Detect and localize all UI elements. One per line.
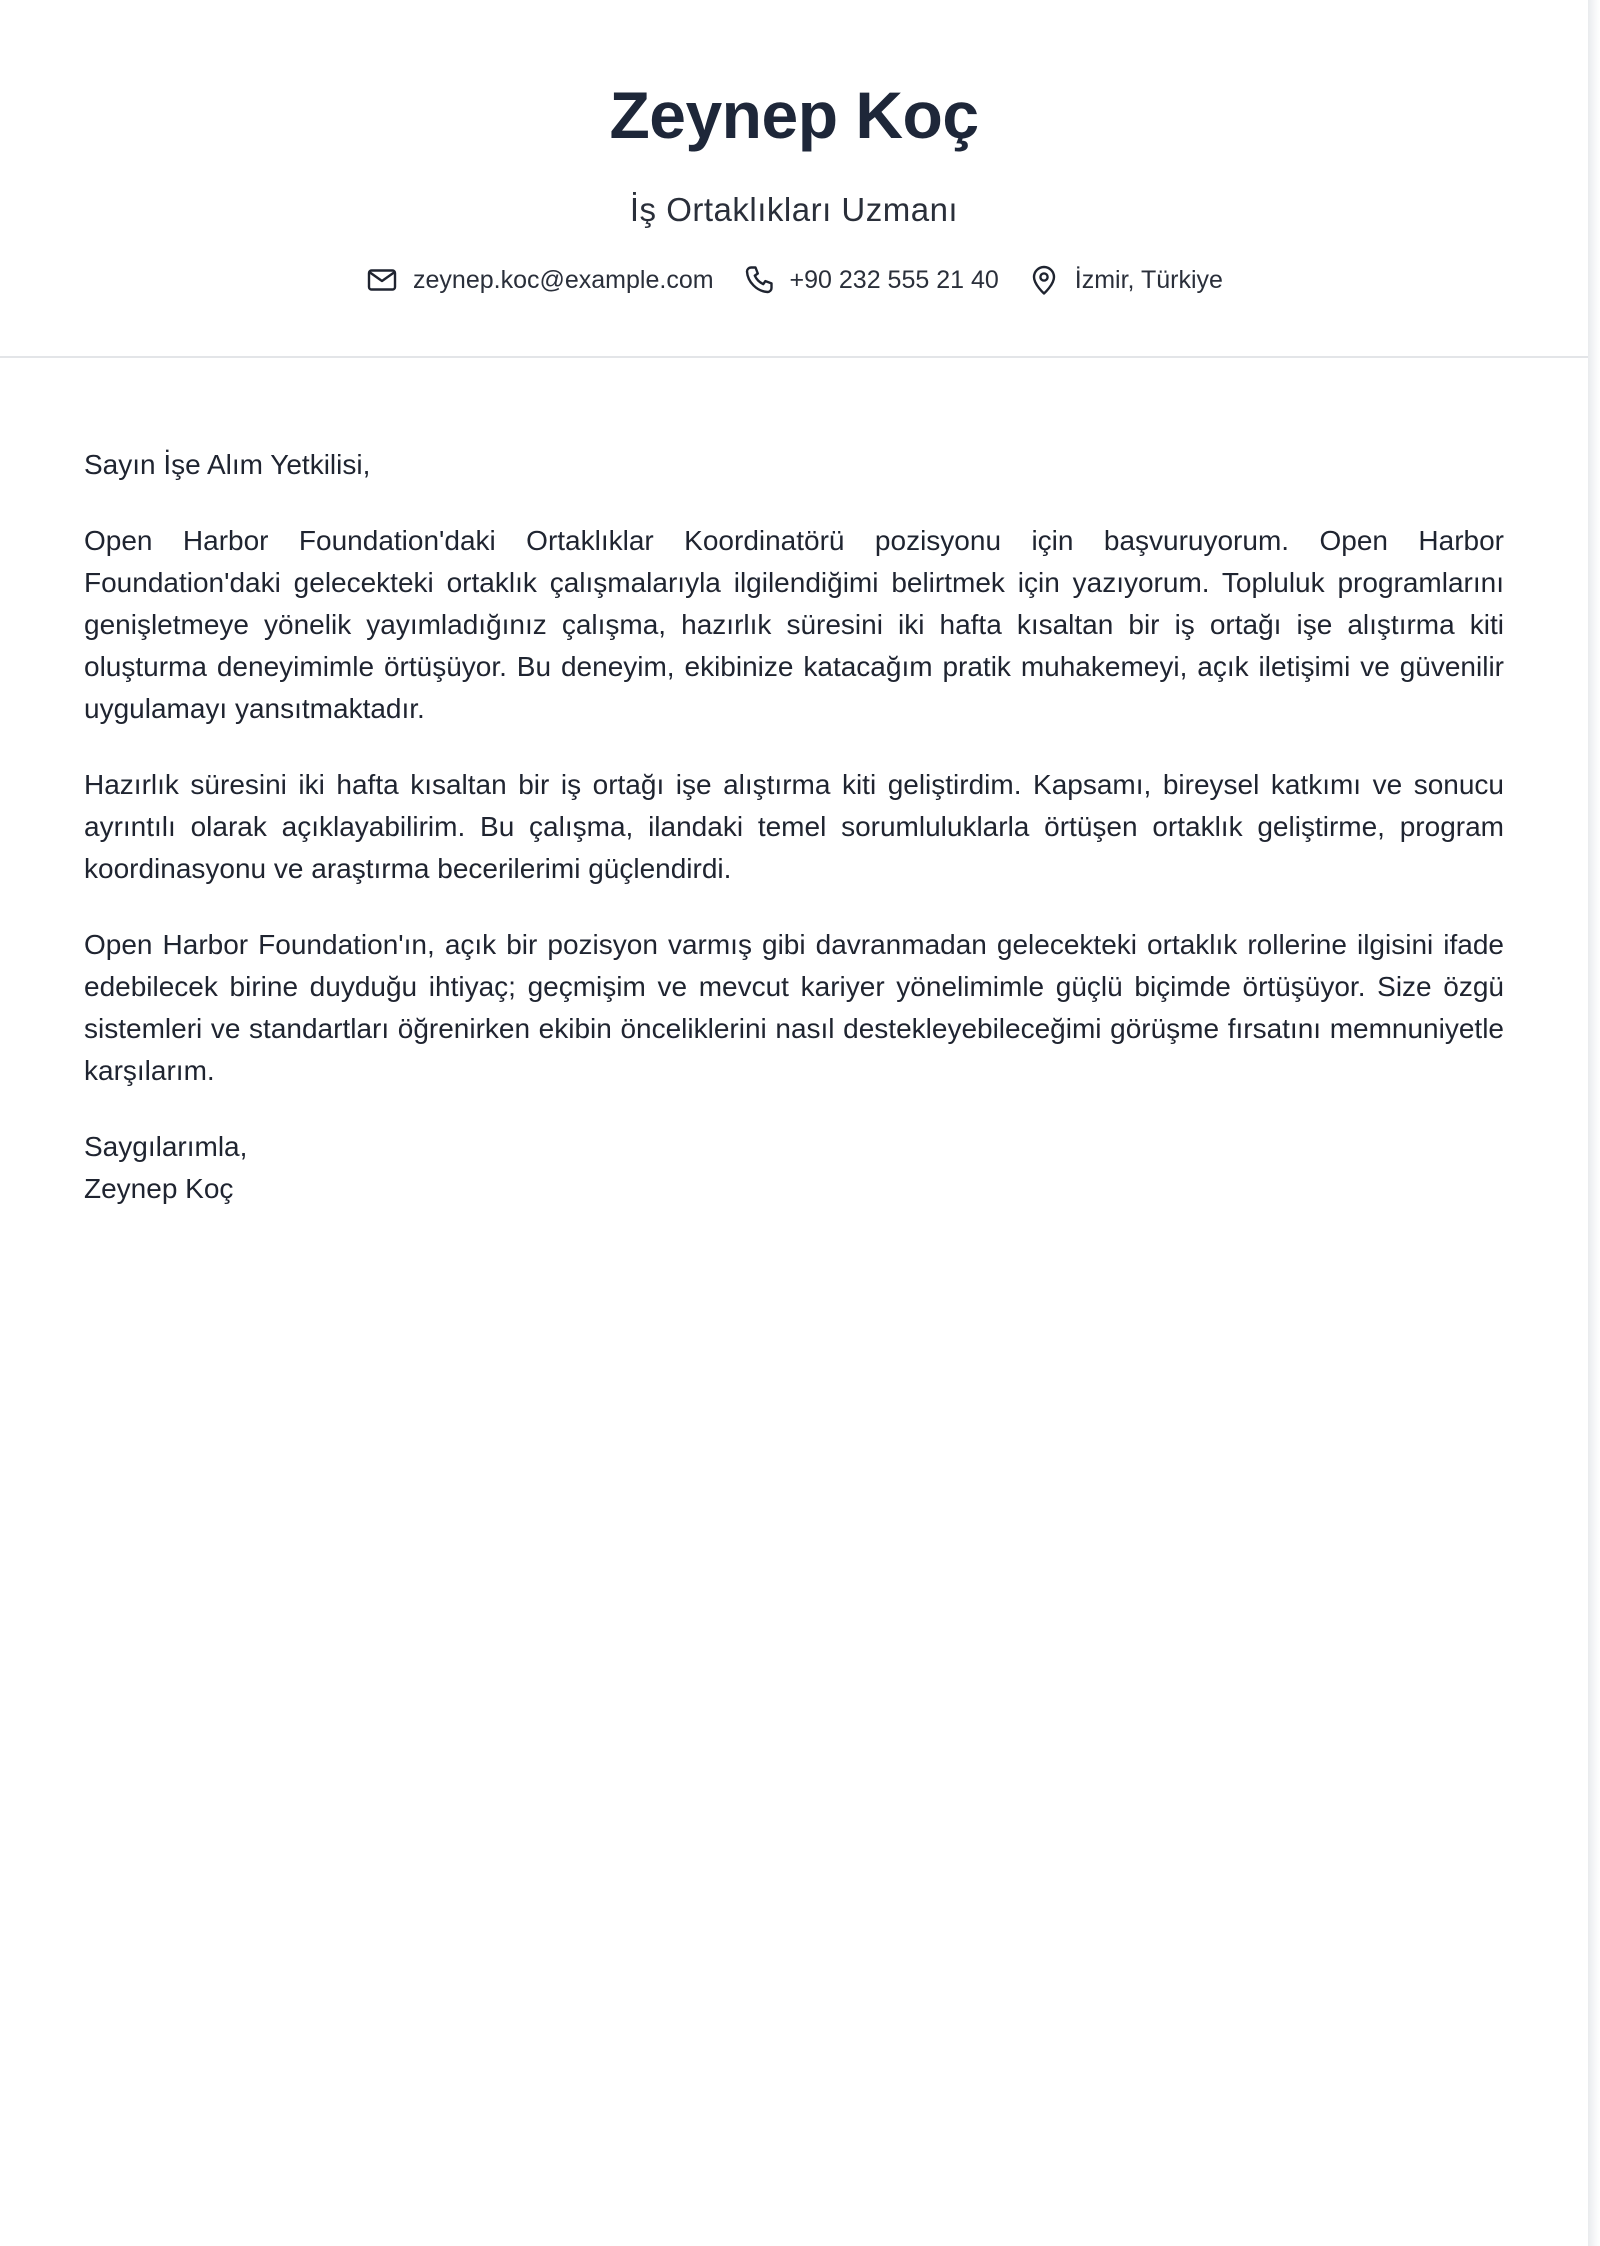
phone-text: +90 232 555 21 40	[789, 266, 999, 294]
contact-email	[365, 262, 714, 298]
contact-location	[1027, 262, 1223, 298]
applicant-name: Zeynep Koç	[609, 78, 979, 152]
closing: Saygılarımla,	[84, 1131, 248, 1162]
letter-header	[0, 0, 1588, 358]
paragraph-3: Open Harbor Foundation'ın, açık bir pozisyon varmış gibi davranmadan gelecekteki ortaklık rollerine ilgisini ifade edebilecek birine duyduğu ihtiyaç; geçmişim ve mevcut kariyer yönelimimle güçlü biçimde örtüşüyor. Size özgü sistemleri ve standartları öğrenirken ekibin önceliklerini nasıl destekleyebileceğimi görüşme fırsatını memnuniyetle karşılarım.	[84, 929, 1504, 1086]
phone-icon	[742, 263, 776, 297]
contact-info	[0, 262, 1588, 298]
contact-phone	[742, 262, 999, 298]
applicant-role: İş Ortaklıkları Uzmanı	[629, 191, 959, 228]
paragraph-1: Open Harbor Foundation'daki Ortaklıklar Koordinatörü pozisyonu için başvuruyorum. Open Harbor Foundation'daki gelecekteki ortaklık çalışmalarıyla ilgilendiğimi belirtmek için yazıyorum. Topluluk programlarını genişletmeye yönelik yayımladığınız çalışma, hazırlık süresini iki hafta kısaltan bir iş ortağı işe alıştırma kiti oluşturma deneyimimle örtüşüyor. Bu deneyim, ekibinize katacağım pratik muhakemeyi, açık iletişimi ve güvenilir uygulamayı yansıtmaktadır.	[84, 525, 1504, 724]
email-text: zeynep.koc@example.com	[413, 266, 714, 294]
signature: Zeynep Koç	[84, 1173, 234, 1204]
paragraph-2: Hazırlık süresini iki hafta kısaltan bir iş ortağı işe alıştırma kiti geliştirdim. Kapsamı, bireysel katkımı ve sonucu ayrıntılı olarak açıklayabilirim. Bu çalışma, ilandaki temel sorumluluklarla örtüşen ortaklık geliştirme, program koordinasyonu ve araştırma becerilerimi güçlendirdi.	[84, 769, 1504, 884]
letter-body	[84, 444, 1504, 1210]
mail-icon	[365, 263, 399, 297]
page-edge-shadow	[1588, 0, 1600, 2246]
map-pin-icon	[1027, 263, 1061, 297]
location-text: İzmir, Türkiye	[1074, 266, 1223, 294]
salutation: Sayın İşe Alım Yetkilisi,	[84, 449, 371, 480]
